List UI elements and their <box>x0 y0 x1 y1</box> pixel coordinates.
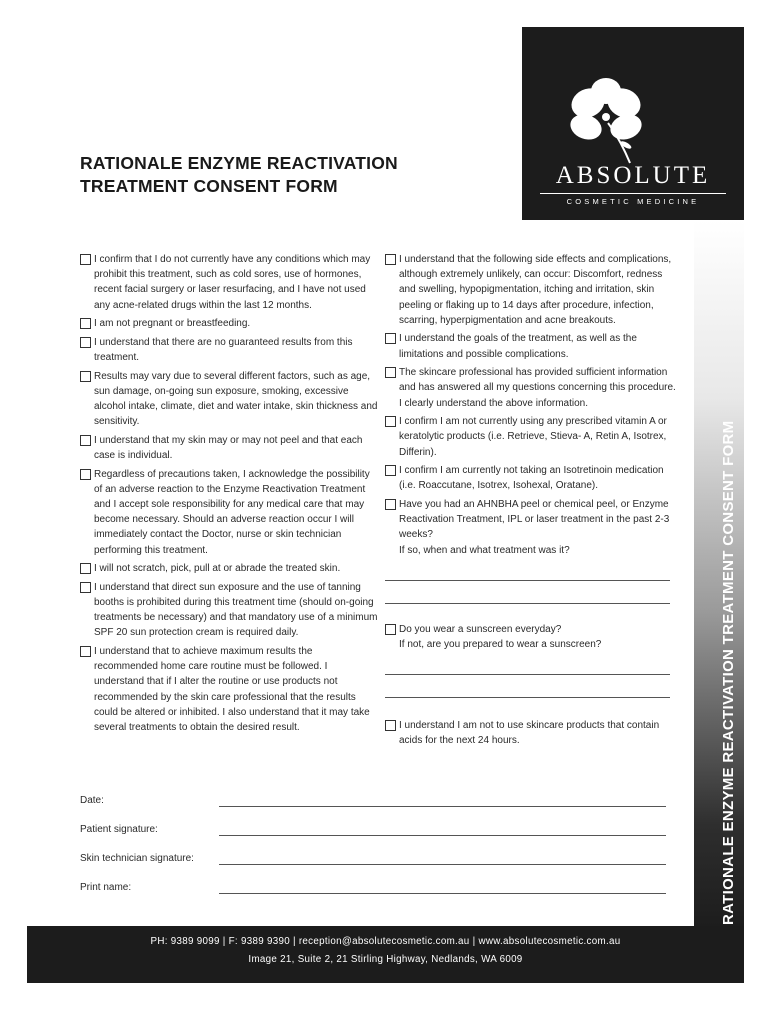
patient-signature-line[interactable] <box>219 835 666 836</box>
consent-item[interactable]: The skincare professional has provided sufficient information and has answered all my questions concerning this procedure. I clearly understand the above information. <box>385 365 680 411</box>
contact-line: PH: 9389 9099 | F: 9389 9390 | reception@absolutecosmetic.com.au | www.absolutecosmetic.com.au <box>150 936 621 947</box>
consent-item[interactable]: I confirm that I do not currently have any conditions which may prohibit this treatment, such as cold sores, use of hormones, recent facial surgery or laser resurfacing, and I have not used any acne-related drugs within the last 12 months. <box>80 252 378 313</box>
address-line: Image 21, Suite 2, 21 Stirling Highway, Nedlands, WA 6009 <box>248 954 523 965</box>
vertical-form-title: RATIONALE ENZYME REACTIVATION TREATMENT CONSENT FORM <box>720 420 737 925</box>
technician-signature-line[interactable] <box>219 864 666 865</box>
date-line[interactable] <box>219 806 666 807</box>
contact-footer <box>27 926 744 983</box>
consent-item[interactable]: Regardless of precautions taken, I acknowledge the possibility of an adverse reaction to the Enzyme Reactivation Treatment and I accept sole responsibility for any medical care that may become necessary. Should an adverse reaction occur I will immediately contact the Doctor, nurse or skin technician performing this treatment. <box>80 467 378 558</box>
checkbox[interactable] <box>80 582 91 593</box>
consent-item[interactable]: I confirm I am currently not taking an Isotretinoin medication (i.e. Roaccutane, Isotrex, Isohexal, Oratane). <box>385 463 680 493</box>
checkbox[interactable] <box>385 333 396 344</box>
consent-item[interactable]: I understand that there are no guaranteed results from this treatment. <box>80 335 378 365</box>
checkbox[interactable] <box>80 435 91 446</box>
date-label: Date: <box>80 795 104 806</box>
left-consent-column <box>80 252 378 739</box>
checkbox[interactable] <box>80 318 91 329</box>
title-line-1: RATIONALE ENZYME REACTIVATION <box>80 153 398 173</box>
consent-item[interactable]: Results may vary due to several different factors, such as age, sun damage, on-going sun exposure, smoking, excessive alcohol intake, climate, diet and water intake, skin thickness and sensitivity. <box>80 369 378 430</box>
sunscreen-followup: If not, are you prepared to wear a sunscreen? <box>399 639 602 651</box>
checkbox[interactable] <box>385 720 396 731</box>
consent-item[interactable]: I will not scratch, pick, pull at or abrade the treated skin. <box>80 561 378 576</box>
answer-line[interactable] <box>385 674 670 675</box>
form-title <box>80 152 480 198</box>
title-line-2: TREATMENT CONSENT FORM <box>80 176 338 196</box>
consent-item[interactable]: I understand the goals of the treatment, as well as the limitations and possible complications. <box>385 331 680 361</box>
consent-item[interactable]: I understand that to achieve maximum results the recommended home care routine must be followed. I understand that if I alter the routine or use products not recommended by the skin care professional that the results could be altered or inhibited. I also understand that it may take several treatments to obtain the desired result. <box>80 644 378 735</box>
checkbox[interactable] <box>80 646 91 657</box>
acids-item[interactable]: I understand I am not to use skincare products that contain acids for the next 24 hours. <box>385 718 680 748</box>
print-name-label: Print name: <box>80 882 132 893</box>
flower-logo-icon <box>564 77 648 167</box>
sunscreen-question[interactable]: Do you wear a sunscreen everyday? If not, are you prepared to wear a sunscreen? <box>385 622 680 652</box>
checkbox[interactable] <box>80 371 91 382</box>
checkbox[interactable] <box>385 465 396 476</box>
checkbox[interactable] <box>385 416 396 427</box>
checkbox[interactable] <box>385 499 396 510</box>
logo-divider <box>540 193 726 194</box>
checkbox[interactable] <box>385 624 396 635</box>
checkbox[interactable] <box>80 469 91 480</box>
consent-item[interactable]: I confirm I am not currently using any prescribed vitamin A or keratolytic products (i.e. Retrieve, Stieva- A, Retin A, Isotrex, Differin). <box>385 414 680 460</box>
checkbox[interactable] <box>385 367 396 378</box>
consent-item[interactable]: I understand that direct sun exposure and the use of tanning booths is prohibited during this treatment time (should on-going treatments be necessary) and that mandatory use of a minimum SPF 20 sun protection cream is required daily. <box>80 580 378 641</box>
checkbox[interactable] <box>80 254 91 265</box>
print-name-line[interactable] <box>219 893 666 894</box>
consent-item[interactable]: I understand that the following side effects and complications, although extremely unlikely, can occur: Discomfort, redness and swelling, hypopigmentation, itching and irritation, skin peeling or flaking up to 14 days after procedure, infection, scarring, hyperpigmentation and acne breakouts. <box>385 252 680 328</box>
peel-followup: If so, when and what treatment was it? <box>399 544 570 556</box>
checkbox[interactable] <box>80 337 91 348</box>
consent-item[interactable]: I understand that my skin may or may not peel and that each case is individual. <box>80 433 378 463</box>
right-consent-column <box>385 252 680 752</box>
answer-line[interactable] <box>385 580 670 581</box>
consent-item[interactable]: I am not pregnant or breastfeeding. <box>80 316 378 331</box>
checkbox[interactable] <box>80 563 91 574</box>
technician-signature-label: Skin technician signature: <box>80 853 194 864</box>
brand-logo <box>522 27 744 220</box>
checkbox[interactable] <box>385 254 396 265</box>
logo-wordmark: ABSOLUTE <box>555 162 711 189</box>
patient-signature-label: Patient signature: <box>80 824 158 835</box>
logo-tagline: COSMETIC MEDICINE <box>566 197 700 206</box>
peel-question[interactable]: Have you had an AHNBHA peel or chemical peel, or Enzyme Reactivation Treatment, IPL or laser treatment in the past 2-3 weeks? If so, when and what treatment was it? <box>385 497 680 558</box>
